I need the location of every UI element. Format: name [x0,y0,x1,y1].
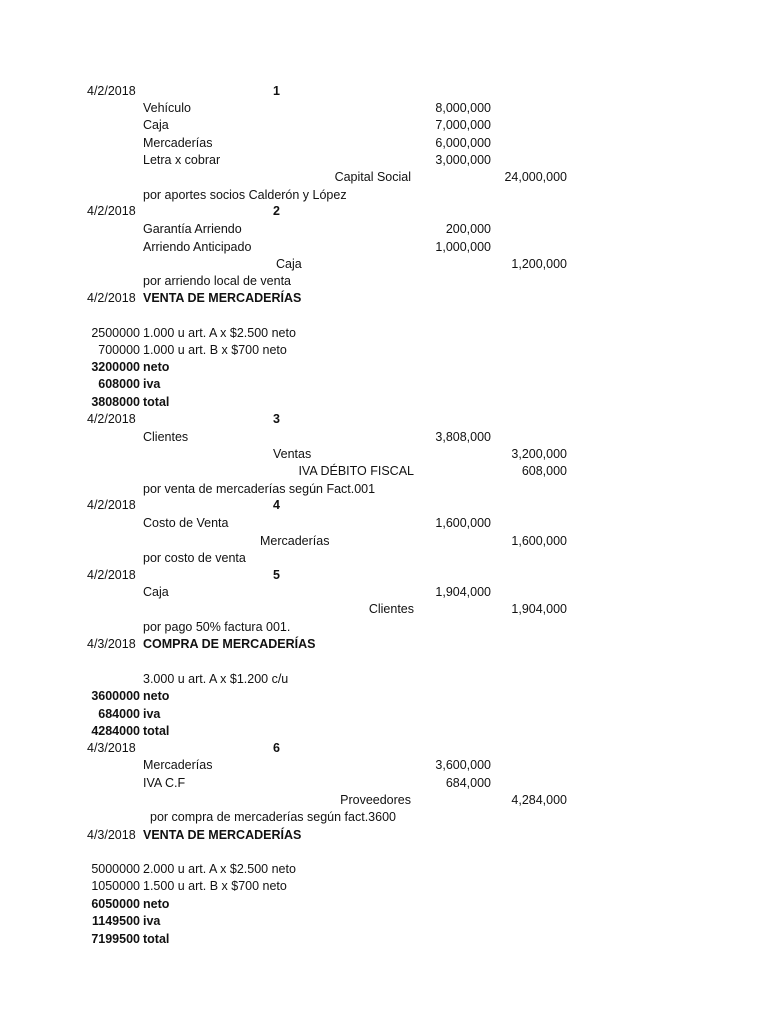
journal-row [0,100,768,117]
journal-cell: IVA C.F [143,776,186,790]
journal-row [0,325,768,342]
journal-cell: 700000 [98,343,140,357]
journal-cell: total [143,932,170,946]
journal-cell: 24,000,000 [504,170,567,184]
journal-cell: Caja [276,257,302,271]
journal-row [0,342,768,359]
journal-cell: 2 [273,204,280,218]
journal-row [0,429,768,446]
journal-cell: 1 [273,84,280,98]
journal-cell: 3,808,000 [435,430,491,444]
journal-row [0,256,768,273]
journal-cell: por compra de mercaderías según fact.3600 [150,810,396,824]
journal-cell: 608000 [98,377,140,391]
journal-cell: 1.000 u art. B x $700 neto [143,343,287,357]
journal-cell: 1050000 [91,879,140,893]
journal-row [0,584,768,601]
journal-row [0,273,768,290]
journal-row [0,359,768,376]
journal-cell: VENTA DE MERCADERÍAS [143,828,302,842]
journal-row [0,931,768,948]
journal-cell: neto [143,360,170,374]
journal-cell: total [143,724,170,738]
journal-row [0,878,768,895]
journal-cell: 3,600,000 [435,758,491,772]
journal-cell: 4,284,000 [511,793,567,807]
journal-cell: neto [143,689,170,703]
journal-row [0,723,768,740]
journal-cell: 1.000 u art. A x $2.500 neto [143,326,296,340]
journal-cell: 1,904,000 [511,602,567,616]
journal-row [0,203,768,220]
journal-cell: neto [143,897,170,911]
journal-row [0,394,768,411]
journal-row [0,221,768,238]
journal-cell: 3600000 [91,689,140,703]
journal-cell: 6 [273,741,280,755]
journal-row [0,239,768,256]
journal-row [0,827,768,844]
journal-cell: 3,000,000 [435,153,491,167]
journal-row [0,688,768,705]
journal-row [0,775,768,792]
journal-row [0,497,768,514]
journal-cell: iva [143,914,161,928]
journal-cell: 608,000 [521,464,567,478]
journal-cell: Ventas [273,447,312,461]
journal-row [0,671,768,688]
journal-row [0,290,768,307]
journal-cell: COMPRA DE MERCADERÍAS [143,637,316,651]
journal-cell: Mercaderías [143,758,213,772]
journal-row [0,740,768,757]
journal-cell: Proveedores [340,793,411,807]
journal-row [0,601,768,618]
journal-cell: 4/2/2018 [87,291,136,305]
journal-cell: 1149500 [92,914,140,928]
journal-cell: 4/2/2018 [87,568,136,582]
journal-row [0,376,768,393]
journal-cell: 3808000 [91,395,140,409]
journal-cell: 7,000,000 [435,118,491,132]
journal-cell: Costo de Venta [143,516,229,530]
journal-cell: 5 [273,568,280,582]
journal-cell: 684000 [98,707,140,721]
journal-cell: Garantía Arriendo [143,222,242,236]
journal-cell: 5000000 [91,862,140,876]
journal-cell: Mercaderías [260,534,330,548]
journal-row [0,411,768,428]
journal-cell: 4/2/2018 [87,498,136,512]
journal-cell: 1,200,000 [511,257,567,271]
journal-cell: IVA DÉBITO FISCAL [298,464,414,478]
journal-cell: 4 [273,498,280,512]
journal-cell: 4/3/2018 [87,828,136,842]
journal-cell: 7199500 [91,932,140,946]
journal-cell: Clientes [143,430,189,444]
journal-row [0,135,768,152]
journal-cell: por aportes socios Calderón y López [143,188,347,202]
journal-row [0,896,768,913]
journal-cell: 1.500 u art. B x $700 neto [143,879,287,893]
journal-cell: 6,000,000 [435,136,491,150]
journal-row [0,463,768,480]
journal-cell: por venta de mercaderías según Fact.001 [143,482,376,496]
journal-cell: iva [143,707,161,721]
journal-cell: 3 [273,412,280,426]
journal-cell: 1,600,000 [511,534,567,548]
journal-cell: Mercaderías [143,136,213,150]
journal-cell: Arriendo Anticipado [143,240,252,254]
journal-cell: 1,600,000 [435,516,491,530]
journal-cell: 4/3/2018 [87,741,136,755]
journal-row [0,117,768,134]
journal-cell: 3,200,000 [511,447,567,461]
journal-cell: 6050000 [91,897,140,911]
journal-row [0,706,768,723]
journal-cell: por pago 50% factura 001. [143,620,291,634]
journal-cell: VENTA DE MERCADERÍAS [143,291,302,305]
journal-cell: Caja [143,585,169,599]
journal-cell: Clientes [368,602,414,616]
journal-row [0,550,768,567]
journal-cell: 8,000,000 [435,101,491,115]
journal-row [0,792,768,809]
journal-row [0,619,768,636]
journal-cell: 4/3/2018 [87,637,136,651]
journal-cell: 4/2/2018 [87,412,136,426]
journal-row [0,187,768,204]
journal-cell: por arriendo local de venta [143,274,292,288]
journal-cell: 4/2/2018 [87,84,136,98]
journal-row [0,481,768,498]
journal-row [0,446,768,463]
journal-cell: 684,000 [445,776,491,790]
journal-row [0,152,768,169]
journal-cell: por costo de venta [143,551,246,565]
journal-row [0,636,768,653]
journal-cell: Vehículo [143,101,191,115]
journal-cell: iva [143,377,161,391]
journal-cell: 200,000 [445,222,491,236]
journal-cell: 1,904,000 [435,585,491,599]
journal-cell: 4284000 [91,724,140,738]
journal-row [0,757,768,774]
journal-row [0,515,768,532]
journal-row [0,809,768,826]
journal-cell: 3.000 u art. A x $1.200 c/u [143,672,289,686]
journal-row [0,913,768,930]
journal-cell: 2.000 u art. A x $2.500 neto [143,862,296,876]
journal-row [0,169,768,186]
journal-row [0,861,768,878]
journal-cell: 1,000,000 [435,240,491,254]
journal-row [0,533,768,550]
journal-cell: 3200000 [91,360,140,374]
journal-cell: Letra x cobrar [143,153,221,167]
journal-cell: Caja [143,118,169,132]
journal-cell: Capital Social [334,170,411,184]
journal-row [0,83,768,100]
journal-row [0,567,768,584]
journal-cell: total [143,395,170,409]
journal-cell: 4/2/2018 [87,204,136,218]
journal-cell: 2500000 [91,326,140,340]
